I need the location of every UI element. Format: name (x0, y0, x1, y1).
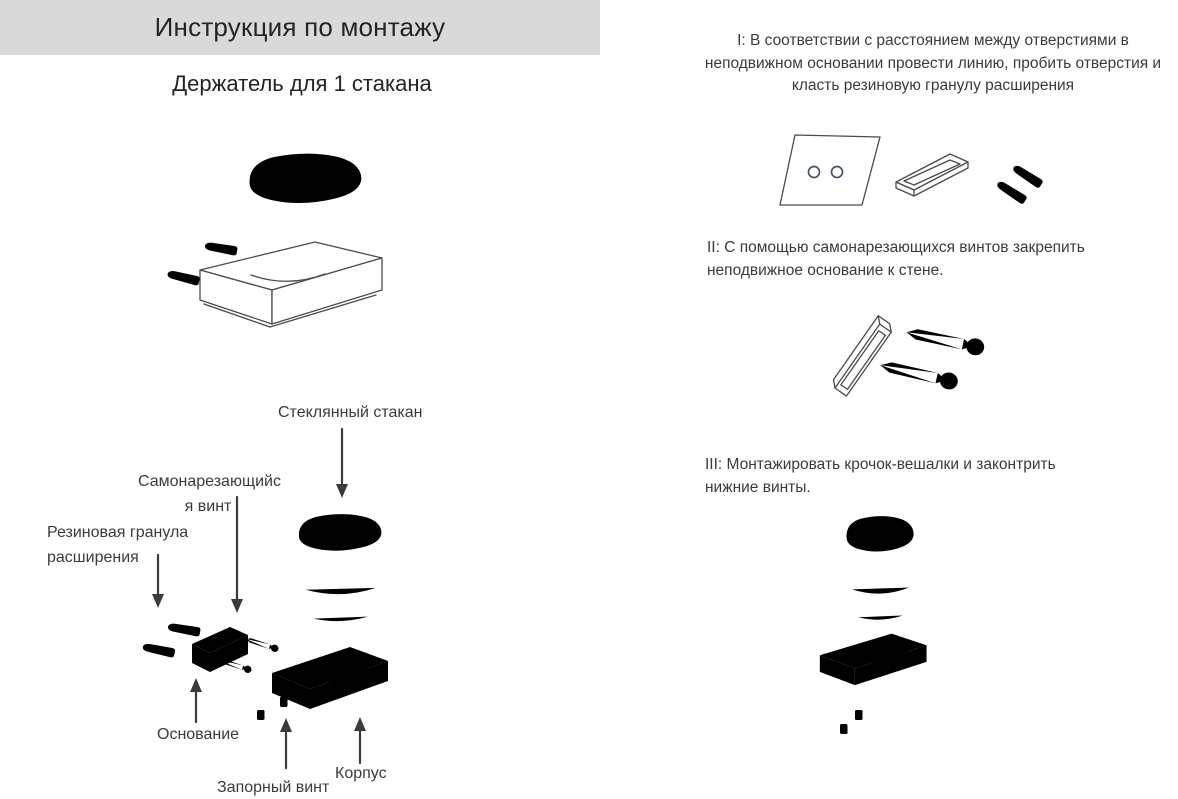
exploded-view-drawing (40, 395, 460, 799)
wall-anchor-drawing (167, 269, 201, 286)
set-screw-drawing (855, 710, 863, 720)
wall-anchor-drawing (204, 241, 238, 256)
step-1-illustration (778, 122, 1078, 217)
label-line: Резиновая гранула (47, 524, 189, 541)
wall-plate-drawing (780, 135, 880, 205)
arrow-glass-cup (336, 429, 348, 498)
label-locking-screw: Запорный винт (217, 779, 330, 796)
page-title: Инструкция по монтажу (154, 12, 446, 42)
glass-cup-drawing (299, 514, 382, 621)
label-glass-cup: Стеклянный стакан (278, 404, 423, 421)
label-body: Корпус (335, 765, 387, 782)
header-bar (0, 0, 600, 55)
arrow-base (190, 678, 202, 722)
label-line: расширения (47, 549, 139, 566)
set-screw-drawing (280, 697, 288, 707)
label-base: Основание (157, 726, 240, 743)
base-frame-drawing (896, 154, 968, 196)
product-subtitle: Держатель для 1 стакана (172, 71, 432, 96)
wall-anchor-drawing (142, 642, 176, 658)
step-2-illustration (815, 293, 1030, 428)
screw-drawing (245, 636, 280, 653)
label-rubber-plug (47, 520, 188, 570)
base-frame-drawing (830, 316, 895, 396)
wall-anchor-drawing (995, 179, 1027, 205)
holder-body-drawing (200, 242, 382, 327)
arrow-body (354, 717, 366, 763)
label-line: я винт (184, 498, 232, 515)
arrow-locking-screw (280, 718, 292, 768)
step-3-illustration (798, 503, 1003, 743)
wall-anchor-drawing (1011, 163, 1043, 189)
step-3-text: III: Монтажировать крочок-вешалки и законтрить нижние винты. (705, 456, 1056, 496)
set-screw-drawing (840, 724, 848, 734)
set-screw-drawing (257, 710, 265, 720)
assembled-view-drawing (150, 128, 450, 343)
step-1-text: I: В соответствии с расстоянием между отверстиями в неподвижном основании провести линию, пробить отверстия и класть резиновую гранулу расширения (704, 32, 1162, 94)
step-2-text: II: С помощью самонарезающихся винтов закрепить неподвижное основание к стене. (707, 239, 1085, 279)
wall-anchor-drawing (167, 622, 201, 637)
label-self-tapping-screw (138, 469, 281, 519)
screw-drawing (905, 324, 986, 357)
holder-body-drawing (272, 647, 388, 709)
screw-drawing (878, 357, 959, 391)
glass-cup-drawing (847, 516, 914, 620)
holder-body-drawing (820, 634, 927, 685)
label-line: Самонарезающийс (138, 473, 281, 490)
base-block-drawing (192, 627, 248, 672)
